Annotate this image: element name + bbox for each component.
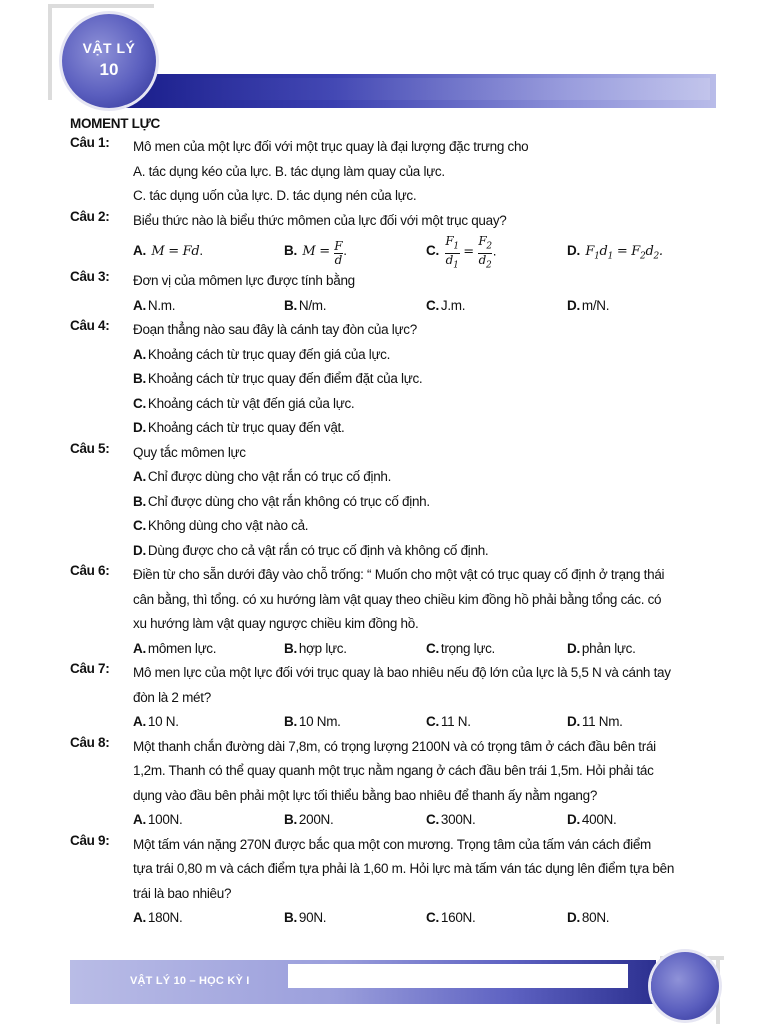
option-row	[133, 906, 730, 931]
option-row	[133, 637, 730, 662]
logo-subject: VẬT LÝ	[82, 40, 136, 56]
question-3	[70, 269, 730, 318]
question-number: Câu 2:	[70, 208, 110, 224]
question-7	[70, 661, 730, 735]
option-d: D. 80N.	[567, 910, 610, 925]
option-label: C.	[426, 243, 439, 259]
option-c: C. 160N.	[426, 910, 476, 925]
question-text: Mô men lực của một lực đối với trục quay là bao nhiêu nếu độ lớn của lực là 5,5 N và cánh tay	[133, 665, 671, 680]
question-number: Câu 1:	[70, 135, 110, 150]
question-text: Mô men của một lực đối với một trục quay là đại lượng đặc trưng cho	[133, 139, 529, 154]
question-text: tựa trái 0,80 m và cách điểm tựa phải là 1,60 m. Hỏi lực mà tấm ván tác dụng lên điểm tựa bên	[133, 861, 675, 876]
logo-grade: 10	[99, 60, 119, 79]
corner-frame-left	[48, 4, 52, 100]
option-d: D. Dùng được cho cả vật rắn có trục cố định và không cố định.	[133, 542, 489, 558]
question-number: Câu 3:	[70, 269, 110, 284]
subscript: 1	[453, 241, 459, 252]
question-number: Câu 5:	[70, 440, 110, 456]
question-text: xu hướng làm vật quay ngược chiều kim đồng hồ.	[133, 616, 419, 631]
option-c: C. Không dùng cho vật nào cả.	[133, 518, 309, 533]
denominator: d	[478, 253, 487, 268]
option-label: B.	[284, 243, 297, 258]
option-label: A.	[133, 243, 146, 258]
question-text: đòn là 2 mét?	[133, 689, 211, 705]
denominator: d	[445, 253, 454, 268]
question-number: Câu 8:	[70, 734, 110, 750]
question-6	[70, 563, 730, 661]
question-4	[70, 318, 730, 441]
option-c: C. Khoảng cách từ vật đến giá của lực.	[133, 395, 355, 411]
question-text: Một thanh chắn đường dài 7,8m, có trọng lượng 2100N và có trọng tâm ở cách đầu bên trái	[133, 738, 656, 754]
section-title: MOMENT LỰC	[70, 116, 160, 131]
question-5	[70, 441, 730, 564]
question-text: Đơn vị của mômen lực được tính bằng	[133, 273, 355, 288]
fraction-f1-over-d1	[444, 235, 459, 273]
option-c: C. 11 N.	[426, 714, 471, 729]
question-text: Biểu thức nào là biểu thức mômen của lực đối với một trục quay?	[133, 212, 507, 228]
option-label: D.	[567, 243, 580, 258]
formula-d: $F_1d_1 = F_2d_2$.	[585, 244, 663, 262]
option-row	[133, 808, 730, 833]
option-a: A. 180N.	[133, 910, 183, 925]
option-c: C. 300N.	[426, 812, 476, 827]
subscript: 2	[486, 241, 492, 252]
question-text: dụng vào đầu bên phải một lực tối thiểu bằng bao nhiêu để thanh ấy nằm ngang?	[133, 787, 598, 803]
question-text: trái là bao nhiêu?	[133, 885, 232, 901]
question-2	[70, 209, 730, 270]
question-1	[70, 135, 730, 209]
question-text: Một tấm ván nặng 270N được bắc qua một con mương. Trọng tâm của tấm ván cách điểm	[133, 836, 651, 852]
question-number: Câu 4:	[70, 318, 110, 333]
option-row	[133, 294, 730, 319]
option-d: D. Khoảng cách từ trục quay đến vật.	[133, 420, 345, 435]
option-row	[133, 710, 730, 735]
corner-frame-top	[48, 4, 154, 8]
subscript: 2	[486, 260, 492, 271]
question-number: Câu 7:	[70, 661, 110, 676]
fraction-f2-over-d2	[477, 235, 492, 273]
formula-b-lhs: M =	[302, 244, 330, 259]
question-number: Câu 9:	[70, 832, 110, 848]
option-c: C. trọng lực.	[426, 640, 495, 656]
question-number: Câu 6:	[70, 563, 110, 578]
option-line: A. tác dụng kéo của lực. B. tác dụng làm quay của lực.	[133, 163, 445, 179]
subscript: 1	[453, 260, 459, 271]
option-b: B. hợp lực.	[284, 640, 347, 656]
option-a: A. Chỉ được dùng cho vật rắn có trục cố định.	[133, 469, 392, 484]
question-text: Đoạn thẳng nào sau đây là cánh tay đòn của lực?	[133, 322, 417, 337]
option-b: B. 200N.	[284, 812, 334, 827]
option-b: B. 90N.	[284, 910, 327, 925]
subject-logo	[62, 14, 156, 108]
option-a: A. 100N.	[133, 812, 183, 827]
option-d: D. phản lực.	[567, 640, 636, 656]
option-a: A. M = Fd.	[133, 243, 203, 259]
option-d: D. m/N.	[567, 297, 610, 313]
footer-bar-cutout	[288, 964, 628, 988]
option-d: D. 11 Nm.	[567, 714, 623, 729]
option-b: B. Chỉ được dùng cho vật rắn không có trục cố định.	[133, 493, 430, 509]
denominator: d	[334, 252, 342, 267]
question-text: 1,2m. Thanh có thể quay quanh một trục nằm ngang ở cách đầu bên trái 1,5m. Hỏi phải tác	[133, 763, 654, 778]
question-text: Điền từ cho sẵn dưới đây vào chỗ trống: “ Muốn cho một vật có trục quay cố định ở trạng thái	[133, 567, 665, 582]
numerator: F	[445, 234, 454, 248]
question-9	[70, 833, 730, 931]
numerator: F	[334, 238, 343, 253]
question-8	[70, 735, 730, 833]
option-c: C. J.m.	[426, 297, 466, 313]
option-b: B. N/m.	[284, 297, 327, 313]
footer-logo-circle	[651, 952, 719, 1020]
footer-label: VẬT LÝ 10 – HỌC KỲ I	[130, 975, 250, 987]
formula-a: M = Fd	[151, 244, 200, 259]
question-text: cân bằng, thì tổng. có xu hướng làm vật quay theo chiều kim đồng hồ phải bằng tổng các. có	[133, 591, 662, 607]
option-b: B. M = $\frac{F}{d}$ .	[284, 238, 347, 267]
option-line: C. tác dụng uốn của lực. D. tác dụng nén của lực.	[133, 188, 417, 203]
formula-options	[133, 233, 730, 269]
option-a: A. mômen lực.	[133, 640, 217, 656]
option-a: A. Khoảng cách từ trục quay đến giá của lực.	[133, 346, 391, 362]
header-bar-highlight	[160, 78, 710, 100]
numerator: F	[478, 234, 487, 248]
option-a: A. N.m.	[133, 297, 176, 313]
worksheet-content	[70, 113, 730, 931]
option-d: D. 400N.	[567, 812, 617, 827]
option-a: A. 10 N.	[133, 714, 179, 729]
option-c: C. $\frac{F_1}{d_1}$ = $\frac{F_2}{d_2}$ .	[426, 234, 497, 271]
fraction-f-over-d	[333, 240, 343, 267]
option-b: B. Khoảng cách từ trục quay đến điểm đặt của lực.	[133, 371, 423, 386]
question-text: Quy tắc mômen lực	[133, 444, 246, 460]
option-b: B. 10 Nm.	[284, 714, 341, 729]
